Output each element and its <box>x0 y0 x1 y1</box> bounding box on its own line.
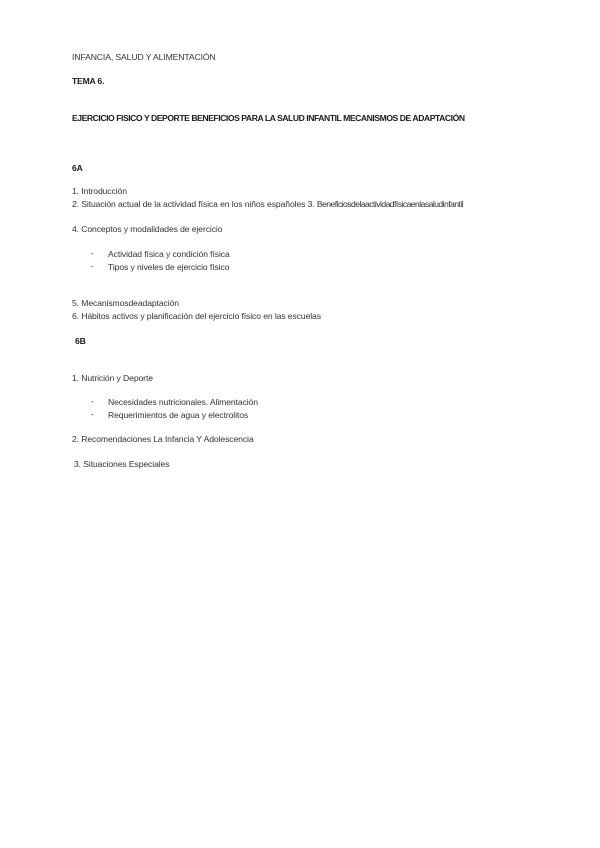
section-a-item-4: 4. Conceptos y modalidades de ejercicio <box>72 224 223 234</box>
section-b-subitem-2: Requerimientos de agua y electrolitos <box>108 410 249 420</box>
section-b-item-2: 2. Recomendaciones La Infancia Y Adolescencia <box>72 434 254 444</box>
section-a-item-2 <box>72 199 463 210</box>
document-title: EJERCICIO FISICO Y DEPORTE BENEFICIOS PARA LA SALUD INFANTIL MECANISMOS DE ADAPTACIÓN <box>72 113 465 123</box>
section-a-item-1: 1. Introducción <box>72 186 127 196</box>
section-b-subitem-1: Necesidades nutricionales. Alimentación <box>108 397 258 407</box>
bullet-dash: - <box>91 261 94 271</box>
section-a-item-6: 6. Hábitos activos y planificación del ejercicio físico en las escuelas <box>72 311 321 321</box>
bullet-dash: - <box>91 396 94 406</box>
section-a-subitem-1: Actividad física y condición física <box>108 249 230 259</box>
section-a-item-2-text: 2. Situación actual de la actividad física en los niños españoles 3. <box>72 199 315 209</box>
bullet-dash: - <box>91 409 94 419</box>
section-a-subitem-2: Tipos y niveles de ejercicio físico <box>108 262 230 272</box>
bullet-dash: - <box>91 248 94 258</box>
section-b-item-3: 3. Situaciones Especiales <box>74 459 170 469</box>
topic-label: TEMA 6. <box>72 76 105 86</box>
section-a-item-3-text: Beneficiosdelaactividadfísicaenlasaludinfantil <box>316 199 464 209</box>
section-b-item-1: 1. Nutrición y Deporte <box>72 373 153 383</box>
section-b-heading: 6B <box>75 336 86 346</box>
section-a-heading: 6A <box>72 163 83 173</box>
section-a-item-5: 5. Mecanismosdeadaptación <box>72 298 179 308</box>
course-title: INFANCIA, SALUD Y ALIMENTACIÓN <box>72 52 216 62</box>
